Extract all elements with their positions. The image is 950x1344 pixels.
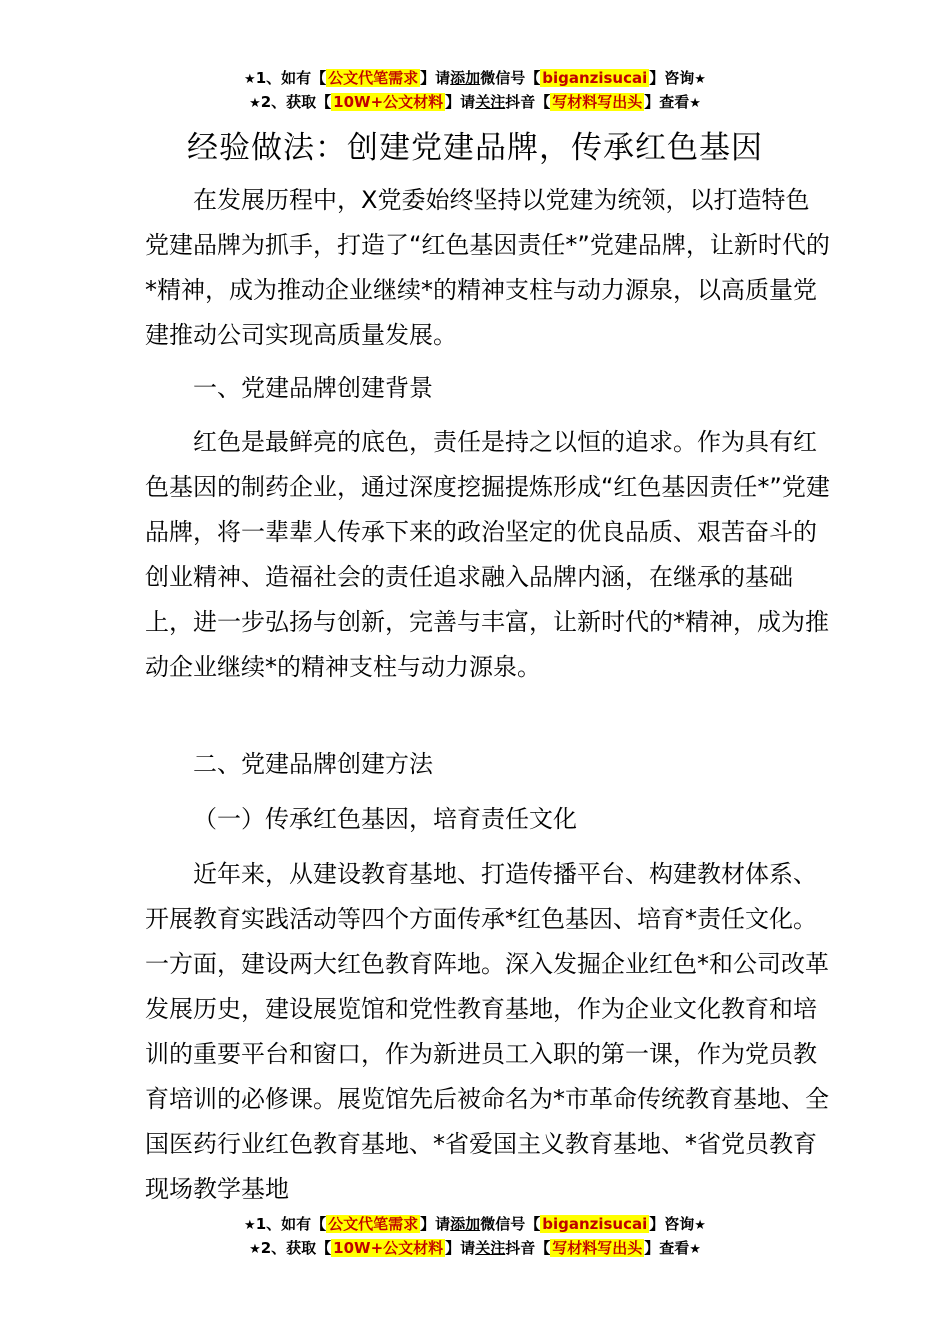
star-icon: ★ <box>249 96 261 111</box>
paragraph-block <box>145 852 833 1212</box>
star-icon: ★ <box>694 72 706 87</box>
star-icon: ★ <box>249 1242 261 1257</box>
promo-underline: 关注 <box>475 1239 506 1257</box>
star-icon: ★ <box>244 1218 256 1233</box>
promo-text: 1、如有【 <box>255 69 327 87</box>
paragraph: 近年来，从建设教育基地、打造传播平台、构建教材体系、开展教育实践活动等四个方面传承*红色基因、培育*责任文化。一方面，建设两大红色教育阵地。深入发掘企业红色*和公司改革发展历史，建设展览馆和党性教育基地，作为企业文化教育和培训的重要平台和窗口，作为新进员工入职的第一课，作为党员教育培训的必修课。展览馆先后被命名为*市革命传统教育基地、全国医药行业红色教育基地、*省爱国主义教育基地、*省党员教育现场教学基地 <box>145 860 829 1203</box>
promo-highlight: 10W+公文材料 <box>333 93 444 111</box>
promo-text: 】查看 <box>644 1239 690 1257</box>
paragraph-block <box>145 178 833 358</box>
promo-text: 】查看 <box>644 93 690 111</box>
promo-text: 】请 <box>445 93 476 111</box>
promo-underline: 添加 <box>450 1215 481 1233</box>
star-icon: ★ <box>689 96 701 111</box>
promo-text: 】请 <box>445 1239 476 1257</box>
promo-highlight: 写材料写出头 <box>552 93 643 111</box>
section-heading-block <box>145 366 833 411</box>
promo-banner-top <box>0 67 950 115</box>
promo-line-2 <box>0 91 950 115</box>
promo-text: 微信号【 <box>480 1215 541 1233</box>
promo-highlight: 10W+公文材料 <box>333 1239 444 1257</box>
promo-text: 】请 <box>420 69 451 87</box>
section-heading: 二、党建品牌创建方法 <box>193 750 433 778</box>
promo-text: 】咨询 <box>649 69 695 87</box>
promo-text: 抖音【 <box>505 93 551 111</box>
promo-underline: 添加 <box>450 69 481 87</box>
star-icon: ★ <box>244 72 256 87</box>
promo-underline: 关注 <box>475 93 506 111</box>
promo-text: 2、获取【 <box>260 1239 332 1257</box>
paragraph: 红色是最鲜亮的底色，责任是持之以恒的追求。作为具有红色基因的制药企业，通过深度挖掘提炼形成“红色基因责任*”党建品牌，将一辈辈人传承下来的政治坚定的优良品质、艰苦奋斗的创业精神、造福社会的责任追求融入品牌内涵，在继承的基础上，进一步弘扬与创新，完善与丰富，让新时代的*精神，成为推动企业继续*的精神支柱与动力源泉。 <box>145 428 830 681</box>
promo-highlight: biganzisucai <box>542 69 648 87</box>
promo-text: 抖音【 <box>505 1239 551 1257</box>
paragraph: 在发展历程中，X党委始终坚持以党建为统领，以打造特色党建品牌为抓手，打造了“红色基因责任*”党建品牌，让新时代的*精神，成为推动企业继续*的精神支柱与动力源泉，以高质量党建推动公司实现高质量发展。 <box>145 186 830 349</box>
section-heading-block <box>145 742 833 787</box>
promo-highlight: 公文代笔需求 <box>328 69 419 87</box>
promo-text: 2、获取【 <box>260 93 332 111</box>
star-icon: ★ <box>689 1242 701 1257</box>
promo-highlight: 公文代笔需求 <box>328 1215 419 1233</box>
promo-highlight: biganzisucai <box>542 1215 648 1233</box>
paragraph-block <box>145 420 833 690</box>
promo-text: 】请 <box>420 1215 451 1233</box>
document-title: 经验做法：创建党建品牌，传承红色基因 <box>187 130 763 166</box>
promo-line-1 <box>0 67 950 91</box>
promo-line-1 <box>0 1213 950 1237</box>
section-heading: 一、党建品牌创建背景 <box>193 374 433 402</box>
promo-text: 1、如有【 <box>255 1215 327 1233</box>
subsection-heading: （一）传承红色基因，培育责任文化 <box>193 805 577 833</box>
promo-highlight: 写材料写出头 <box>552 1239 643 1257</box>
promo-text: 微信号【 <box>480 69 541 87</box>
star-icon: ★ <box>694 1218 706 1233</box>
promo-banner-bottom <box>0 1213 950 1261</box>
promo-line-2 <box>0 1237 950 1261</box>
subsection-heading-block <box>145 797 833 842</box>
promo-text: 】咨询 <box>649 1215 695 1233</box>
